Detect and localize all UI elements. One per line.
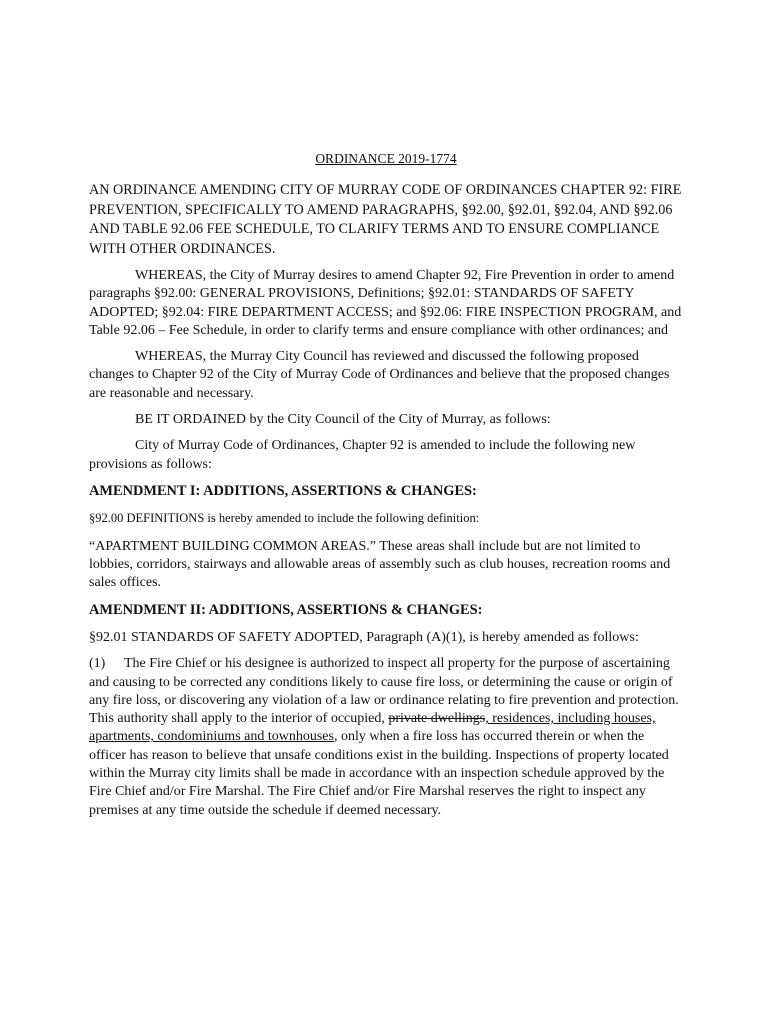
whereas-paragraph-1: WHEREAS, the City of Murray desires to amend Chapter 92, Fire Prevention in order to amend paragraphs §92.00: GENERAL PROVISIONS, Definitions; §92.01: STANDARDS OF SAFETY ADOPTED; §92.04: FIRE DEPARTMENT ACCESS; and §92.06: FIRE INSPECTION PROGRAM, and Table 92.06 – Fee Schedule, in order to clarify terms and ensure compliance with other ordinances; and (89, 268, 682, 338)
item-text-b: , only when a fire loss has occurred therein or when the officer has reason to believe that unsafe conditions exist in the building. Inspections of property located within the Murray city limits shall be made in accordance with an inspection schedule approved by the Fire Chief and/or Fire Marshal. The Fire Chief and/or Fire Marshal reserves the right to inspect any premises at any time outside the schedule if deemed necessary. (89, 729, 669, 818)
document-page (89, 150, 683, 828)
amendment-2-intro: §92.01 STANDARDS OF SAFETY ADOPTED, Paragraph (A)(1), is hereby amended as follows: (89, 629, 639, 645)
ordinance-caption: AN ORDINANCE AMENDING CITY OF MURRAY CODE OF ORDINANCES CHAPTER 92: FIRE PREVENTION, SPECIFICALLY TO AMEND PARAGRAPHS, §92.00, §92.01, §92.04, AND §92.06 AND TABLE 92.06 FEE SCHEDULE, TO CLARIFY TERMS AND TO ENSURE COMPLIANCE WITH OTHER ORDINANCES. (89, 182, 682, 257)
ordained-paragraph: BE IT ORDAINED by the City Council of the City of Murray, as follows: (135, 412, 551, 428)
item-text-a: The Fire Chief or his designee is authorized to inspect all property for the purpose of ascertaining and causing to be corrected any conditions likely to cause fire loss, or determining the cause or origin of any fire loss, or discovering any violation of a law or ordinance relating to fire prevention and protection. This authority shall apply to the interior of occupied, (89, 656, 679, 727)
amendment-2-item (89, 655, 683, 820)
amendment-2-heading: AMENDMENT II: ADDITIONS, ASSERTIONS & CHANGES: (89, 601, 483, 618)
whereas-paragraph-2: WHEREAS, the Murray City Council has reviewed and discussed the following proposed changes to Chapter 92 of the City of Murray Code of Ordinances and believe that the proposed changes are reasonable and necessary. (89, 349, 670, 401)
amendment-1-heading: AMENDMENT I: ADDITIONS, ASSERTIONS & CHANGES: (89, 482, 477, 499)
struck-text: private dwellings (388, 711, 486, 727)
item-number: (1) (89, 656, 106, 672)
amendment-1-definition: “APARTMENT BUILDING COMMON AREAS.” These areas shall include but are not limited to lobbies, corridors, stairways and allowable areas of assembly such as club houses, recreation rooms and sales offices. (89, 538, 671, 590)
amendment-1-intro: §92.00 DEFINITIONS is hereby amended to include the following definition: (89, 510, 480, 525)
amended-intro-paragraph: City of Murray Code of Ordinances, Chapter 92 is amended to include the following new provisions as follows: (89, 438, 636, 472)
ordinance-title: ORDINANCE 2019-1774 (315, 151, 457, 166)
inserted-text: , residences, including houses, apartments, condominiums and townhouses (89, 711, 656, 745)
